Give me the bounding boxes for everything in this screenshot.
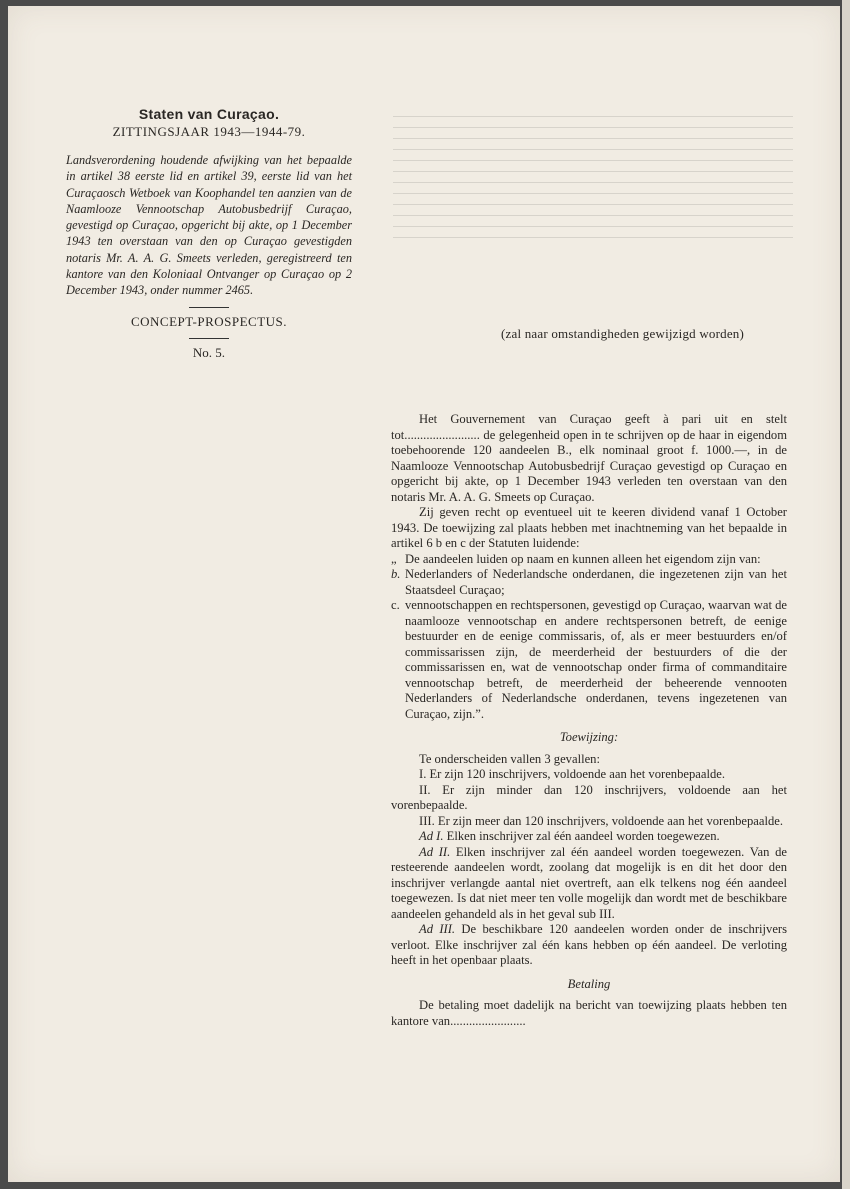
item-label-b: b. <box>391 567 401 581</box>
quote-item-c <box>391 598 787 722</box>
ad-two-text: Elken inschrijver zal één aandeel worden toegewezen. Van de resteerende aandeelen wordt, zoolang dat mogelijk is en dit het door den inschrijver verlangde aantal niet overtreft, aan elk telkens nog één aandeel toegewezen. Is dat niet meer ten volle mogelijk dan wordt met de beschikbare aandeelen gehandeld als in het geval sub III. <box>391 844 787 921</box>
ad-one-label: Ad I. <box>419 829 444 843</box>
case-one: I. Er zijn 120 inschrijvers, voldoende aan het vorenbepaalde. <box>419 767 725 781</box>
item-text-c: vennootschappen en rechtspersonen, gevestigd op Curaçao, waarvan wat de naamlooze vennootschap en andere rechtspersonen betreft, de eenige bestuurder en de eenige commissaris, of, als er meer bestuurders en/of commissarissen zijn, de meerderheid der bestuurders of die der commissarissen en, wat de vennootschap onder firma of commanditaire vennootschap betreft, de meerderheid der beheerende vennooten Nederlanders of Nederlandsche onderdanen, tevens ingezetenen van Curaçao, zijn.”. <box>405 598 787 721</box>
document-number: No. 5. <box>192 344 226 360</box>
quote-item-b <box>391 567 787 598</box>
page-edge <box>842 0 850 1189</box>
ad-one-text: Elken inschrijver zal één aandeel worden toegewezen. <box>443 829 720 843</box>
left-column <box>64 106 354 361</box>
document-page <box>8 6 840 1182</box>
ad-three-label: Ad III. <box>419 922 456 936</box>
item-text-b: Nederlanders of Nederlandsche onderdanen, die ingezetenen zijn van het Staatsdeel Curaçao; <box>405 567 787 597</box>
concept-prospectus-label: CONCEPT-PROSPECTUS. <box>130 313 288 329</box>
ordinance-abstract: Landsverordening houdende afwijking van het bepaalde in artikel 38 eerste lid en artikel 39, eerste lid van het Curaçaosch Wetboek van Koophandel ten aanzien van de Naamlooze Vennootschap Autobusbedrijf Curaçao, gevestigd op Curaçao, opgericht bij akte, op 1 December 1943 ten overstaan van den op Curaçao gevestigden notaris Mr. A. A. G. Smeets verleden, geregistreerd ten kantore van den Koloniaal Ontvanger op Curaçao op 2 December 1943, onder nummer 2465. <box>66 153 352 298</box>
heading-betaling: Betaling <box>567 976 611 991</box>
paragraph-offer: Het Gouvernement van Curaçao geeft à pari uit en stelt tot........................ de gelegenheid open in te schrijven op de haar in eigendom toebehoorende 120 aandeelen B., elk nominaal groot f. 1000.—, in de Naamlooze Vennootschap Autobusbedrijf Curaçao gevestigd op Curaçao en opgericht bij akte, op 1 December 1943 verleden ten overstaan van den notaris Mr. A. A. G. Smeets op Curaçao. <box>391 412 787 504</box>
item-label-c: c. <box>391 598 400 612</box>
paragraph-dividend: Zij geven recht op eventueel uit te keeren dividend vanaf 1 October 1943. De toewijzing zal plaats hebben met inachtneming van het bepaalde in artikel 6 b en c der Statuten luidende: <box>391 505 787 550</box>
divider <box>189 307 229 308</box>
session-year: ZITTINGSJAAR 1943—1944-79. <box>112 124 306 139</box>
quote-mark: „ <box>391 551 397 566</box>
case-three: III. Er zijn meer dan 120 inschrijvers, voldoende aan het vorenbepaalde. <box>419 813 784 828</box>
prospectus-body <box>391 412 787 1029</box>
divider <box>189 338 229 339</box>
document-title: Staten van Curaçao. <box>138 106 280 122</box>
paragraph-payment: De betaling moet dadelijk na bericht van toewijzing plaats hebben ten kantore van........................ <box>391 998 787 1028</box>
ad-one <box>391 829 787 845</box>
ad-two <box>391 845 787 923</box>
heading-toewijzing: Toewijzing: <box>559 730 619 744</box>
quote-text: De aandeelen luiden op naam en kunnen alleen het eigendom zijn van: <box>405 551 761 566</box>
ad-two-label: Ad II. <box>419 844 451 859</box>
quote-item <box>391 552 787 568</box>
ad-three-text: De beschikbare 120 aandeelen worden onder de inschrijvers verloot. Elke inschrijver zal één kans hebben op één aandeel. De verloting heeft in het openbaar plaats. <box>391 922 788 967</box>
ad-three <box>391 922 787 969</box>
case-two: II. Er zijn minder dan 120 inschrijvers, voldoende aan het vorenbepaalde. <box>391 782 787 812</box>
revision-note: (zal naar omstandigheden gewijzigd worden) <box>501 326 745 341</box>
cases-intro: Te onderscheiden vallen 3 gevallen: <box>419 751 600 766</box>
